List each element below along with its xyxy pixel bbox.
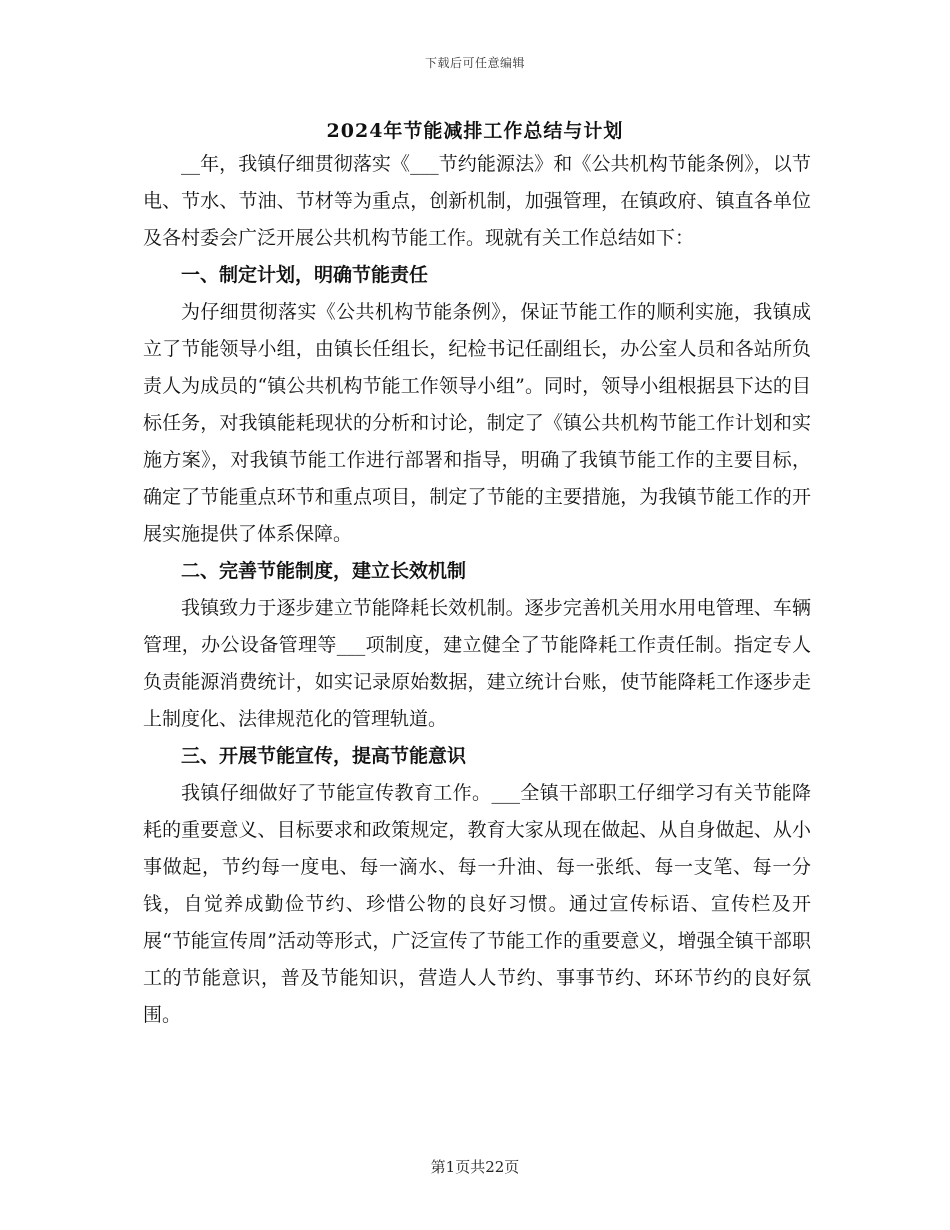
document-title: 2024年节能减排工作总结与计划 [326,120,624,142]
document-body [143,146,811,1034]
section-body-2: 我镇致力于逐步建立节能降耗长效机制。逐步完善机关用水用电管理、车辆管理，办公设备管理等___项制度，建立健全了节能降耗工作责任制。指定专人负责能源消费统计，如实记录原始数据，建立统计台账，使节能降耗工作逐步走上制度化、法律规范化的管理轨道。 [143,597,811,730]
page-number: 第1页共22页 [430,1158,520,1176]
section-heading-3: 三、开展节能宣传，提高节能意识 [181,745,467,767]
section-body-3: 我镇仔细做好了节能宣传教育工作。___全镇干部职工仔细学习有关节能降耗的重要意义、目标要求和政策规定，教育大家从现在做起、从自身做起、从小事做起，节约每一度电、每一滴水、每一升油、每一张纸、每一支笔、每一分钱，自觉养成勤俭节约、珍惜公物的良好习惯。通过宣传标语、宣传栏及开展“节能宣传周”活动等形式，广泛宣传了节能工作的重要意义，增强全镇干部职工的节能意识，普及节能知识，营造人人节约、事事节约、环环节约的良好氛围。 [143,782,811,1026]
intro-paragraph: __年，我镇仔细贯彻落实《___节约能源法》和《公共机构节能条例》，以节电、节水、节油、节材等为重点，创新机制，加强管理，在镇政府、镇直各单位及各村委会广泛开展公共机构节能工作。现就有关工作总结如下： [143,153,811,249]
section-body-1: 为仔细贯彻落实《公共机构节能条例》，保证节能工作的顺利实施，我镇成立了节能领导小组，由镇长任组长，纪检书记任副组长，办公室人员和各站所负责人为成员的“镇公共机构节能工作领导小组”。同时，领导小组根据县下达的目标任务，对我镇能耗现状的分析和讨论，制定了《镇公共机构节能工作计划和实施方案》，对我镇节能工作进行部署和指导，明确了我镇节能工作的主要目标，确定了节能重点环节和重点项目，制定了节能的主要措施，为我镇节能工作的开展实施提供了体系保障。 [143,301,811,545]
page-header-note: 下载后可任意编辑 [424,56,525,70]
section-heading-2: 二、完善节能制度，建立长效机制 [181,560,467,582]
section-heading-1: 一、制定计划，明确节能责任 [181,264,429,286]
